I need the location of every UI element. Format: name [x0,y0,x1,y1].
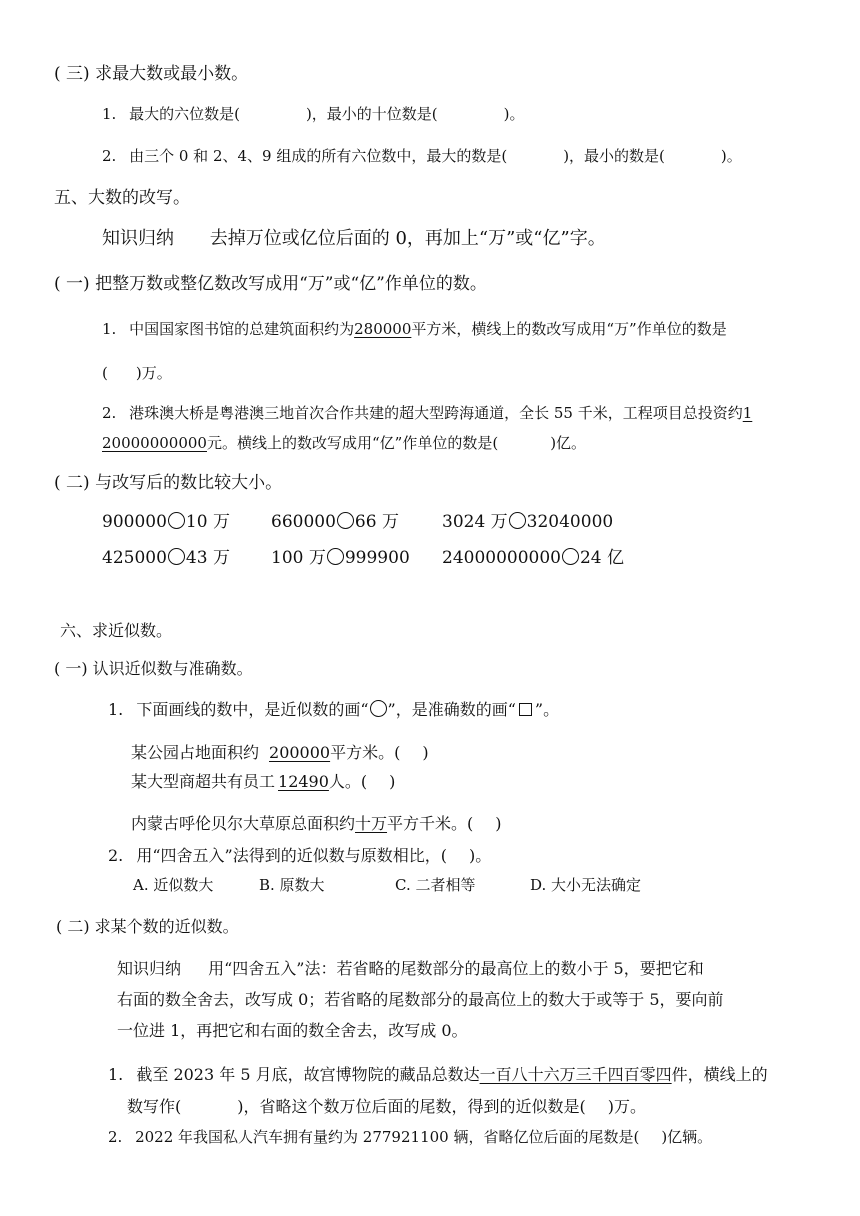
knowledge-text: 去掉万位或亿位后面的 0，再加上“万”或“亿”字。 [209,228,606,249]
statement-item [131,769,395,792]
question-text: )，最小的数是( [563,147,665,165]
question-text: )万。 [607,1097,646,1116]
statement-text: ) [495,814,502,833]
question-text: ”，是准确数的画“ [387,700,516,719]
square-symbol [519,703,532,716]
section-heading-5: 五、大数的改写。 [54,188,190,208]
underlined-number: 十万 [355,814,388,833]
option-a: A. 近似数大 [133,876,214,894]
subsection-heading-6-1: ( 一) 认识近似数与准确数。 [54,659,253,678]
question-text: )，最小的十位数是( [305,105,438,123]
circle-blank [562,548,579,565]
statement-text: 某大型商超共有员工 [131,772,276,791]
statement-text: 某公园占地面积约 [131,743,260,762]
question-6-2-1 [108,1062,768,1085]
question-6-2-1-line2 [127,1094,646,1117]
compare-left: 425000 [102,548,167,568]
knowledge-line-3: 一位进 1，再把它和右面的数全舍去，改写成 0。 [117,1021,468,1040]
knowledge-label: 知识归纳 [102,228,174,249]
circle-blank [509,512,526,529]
question-text: 最大的六位数是( [129,105,240,123]
circle-blank [168,512,185,529]
question-text: 元。横线上的数改写成用“亿”作单位的数是( [206,434,499,452]
question-text: 港珠澳大桥是粤港澳三地首次合作共建的超大型跨海通道，全长 55 千米，工程项目总投资约 [129,404,743,422]
statement-text: 平方米。( [330,743,401,762]
question-number: 2. [108,846,124,865]
question-number: 2. [102,404,117,422]
compare-item [102,543,230,568]
question-6-2-2 [108,1126,712,1147]
compare-right: 10 万 [185,512,230,532]
question-number: 1. [102,320,117,338]
question-text: 数写作( [127,1097,182,1116]
subsection-heading-5-1: ( 一) 把整万数或整亿数改写成用“万”或“亿”作单位的数。 [54,274,487,294]
section-heading-6: 六、求近似数。 [60,621,173,640]
subsection-heading-5-2: ( 二) 与改写后的数比较大小。 [54,473,283,493]
underlined-number: 一百八十六万三千四百零四 [479,1065,672,1084]
compare-right: 43 万 [185,548,230,568]
question-3-1 [102,103,525,124]
question-number: 2. [108,1128,123,1146]
question-number: 1. [102,105,117,123]
question-text: 截至 2023 年 5 月底，故宫博物院的藏品总数达 [136,1065,480,1084]
question-text: 由三个 0 和 2、4、9 组成的所有六位数中，最大的数是( [129,147,508,165]
statement-item [131,811,502,834]
knowledge-text: 用“四舍五入”法：若省略的尾数部分的最高位上的数小于 5，要把它和 [208,959,704,978]
question-text: 中国国家图书馆的总建筑面积约为 [129,320,355,338]
knowledge-label: 知识归纳 [117,959,182,978]
question-5-1-2-line2 [102,432,586,453]
compare-left: 900000 [102,512,167,532]
question-text: )。 [720,147,742,165]
subsection-heading-6-2: ( 二) 求某个数的近似数。 [56,917,239,936]
circle-symbol [370,700,387,717]
underlined-number: 12490 [278,772,329,791]
question-text: ”。 [534,700,560,719]
option-d: D. 大小无法确定 [530,876,642,894]
underlined-number: 280000 [354,320,412,338]
question-3-2 [102,145,742,166]
circle-blank [168,548,185,565]
compare-left: 3024 万 [442,512,508,532]
compare-item [442,543,624,568]
question-text: )。 [503,105,525,123]
question-5-1-2 [102,402,752,423]
compare-right: 32040000 [526,512,614,532]
question-text: 平方米，横线上的数改写成用“万”作单位的数是 [411,320,727,338]
knowledge-line-2: 右面的数全舍去，改写成 0；若省略的尾数部分的最高位上的数大于或等于 5，要向前 [117,990,724,1009]
question-6-1-1 [108,697,559,720]
compare-left: 100 万 [271,548,326,568]
question-5-1-1 [102,318,727,339]
option-b: B. 原数大 [259,876,325,894]
question-text: 件，横线上的 [671,1065,768,1084]
question-text: 用“四舍五入”法得到的近似数与原数相比，( [136,846,447,865]
underlined-number: 1 [742,404,753,422]
compare-right: 66 万 [354,512,399,532]
compare-left: 660000 [271,512,336,532]
compare-item [271,507,399,532]
compare-left: 24000000000 [442,548,561,568]
compare-item [102,507,230,532]
compare-right: 999900 [344,548,410,568]
statement-text: 人。( [328,772,368,791]
circle-blank [327,548,344,565]
question-text: )亿。 [550,434,587,452]
question-6-1-2 [108,843,491,866]
section-heading-3: ( 三) 求最大数或最小数。 [54,64,249,84]
knowledge-line-1 [117,956,704,979]
question-text: 2022 年我国私人汽车拥有量约为 277921100 辆，省略亿位后面的尾数是( [135,1128,640,1146]
option-c: C. 二者相等 [395,876,476,894]
statement-item [131,740,429,763]
question-text: )，省略这个数万位后面的尾数，得到的近似数是( [237,1097,586,1116]
question-number: 1. [108,700,124,719]
statement-text: 内蒙古呼伦贝尔大草原总面积约 [131,814,356,833]
knowledge-summary-5 [102,224,606,250]
question-text: 下面画线的数中，是近似数的画“ [136,700,369,719]
underlined-number: 200000 [269,743,331,762]
statement-text: ) [422,743,429,762]
question-5-1-1-answer [102,362,172,383]
circle-blank [337,512,354,529]
compare-item [271,543,410,568]
question-number: 2. [102,147,117,165]
statement-text: ) [389,772,396,791]
compare-item [442,507,613,532]
statement-text: 平方千米。( [387,814,474,833]
question-text: ( [102,364,108,382]
question-number: 1. [108,1065,124,1084]
question-text: )亿辆。 [661,1128,713,1146]
compare-right: 24 亿 [579,548,625,568]
question-text: )万。 [135,364,172,382]
underlined-number: 20000000000 [102,434,207,452]
question-text: )。 [468,846,492,865]
